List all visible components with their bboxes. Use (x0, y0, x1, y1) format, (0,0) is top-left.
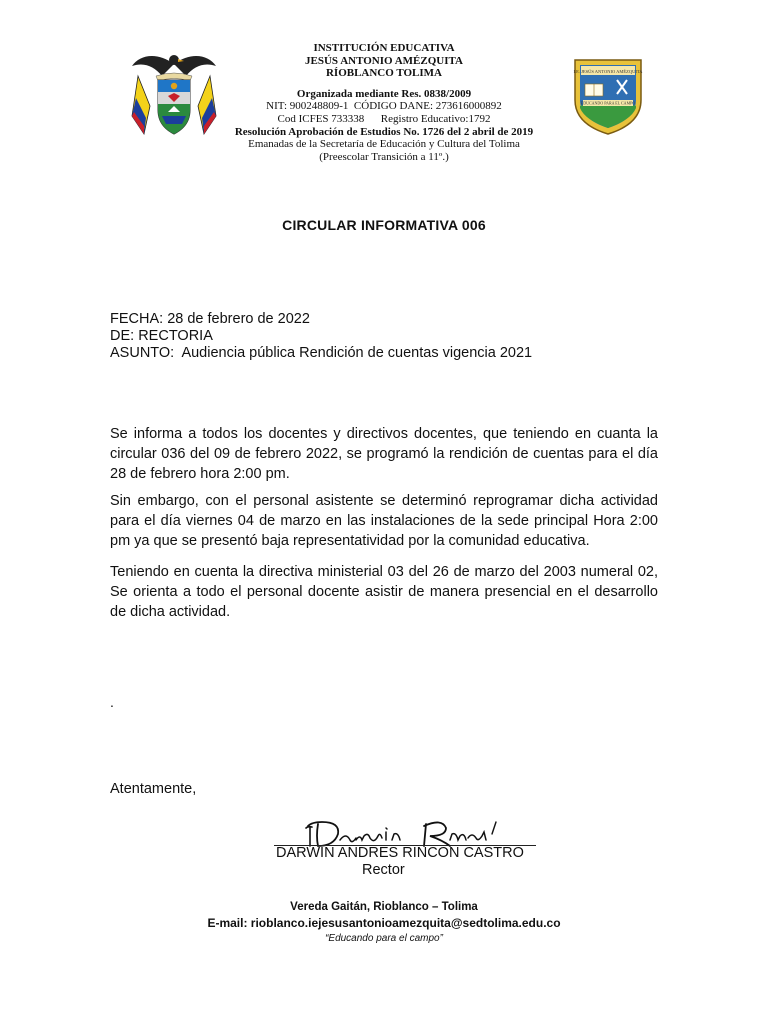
svg-text:I.E. JESÚS ANTONIO AMÉZQUITA: I.E. JESÚS ANTONIO AMÉZQUITA (573, 69, 643, 74)
body-paragraph: Se informa a todos los docentes y directivos docentes, que teniendo en cuanta la circular 036 del 09 de febrero 2022, se programó la rendición de cuentas para el día 28 de febrero hora 2:00 pm. (110, 426, 658, 482)
school-shield-icon (571, 56, 645, 136)
date-line: FECHA: 28 de febrero de 2022 (110, 311, 310, 327)
institution-location: RÍOBLANCO TOLIMA (325, 67, 443, 80)
svg-text:EDUCANDO PARA EL CAMPO: EDUCANDO PARA EL CAMPO (580, 100, 636, 106)
organization-resolution: Organizada mediante Res. 0838/2009 (296, 87, 472, 100)
from-line: DE: RECTORIA (110, 328, 213, 344)
institution-header (200, 42, 568, 163)
footer-email: E-mail: rioblanco.iejesusantonioamezquita@sedtolima.edu.co (207, 916, 561, 930)
closing-salutation: Atentamente, (110, 781, 197, 797)
page-footer (0, 899, 768, 946)
icfes-registry: Cod ICFES 733338 Registro Educativo:1792 (277, 112, 491, 125)
handwritten-signature (300, 810, 520, 850)
institution-name-line2: JESÚS ANTONIO AMÉZQUITA (305, 54, 463, 67)
circular-title: CIRCULAR INFORMATIVA 006 (282, 217, 486, 233)
body-paragraph: Teniendo en cuenta la directiva ministerial 03 del 26 de marzo del 2003 numeral 02, Se orienta a todo el personal docente asistir de manera presencial en el desarrollo de dicha actividad. (110, 564, 658, 620)
circular-meta (110, 311, 532, 362)
institution-name: INSTITUCIÓN EDUCATIVA (313, 42, 455, 54)
subject-line: ASUNTO: Audiencia pública Rendición de cuentas vigencia 2021 (110, 345, 533, 361)
signer-role: Rector (362, 862, 405, 878)
footer-motto: “Educando para el campo” (325, 933, 443, 944)
issuing-secretariat: Emanadas de la Secretaría de Educación y Cultura del Tolima (248, 138, 520, 151)
approval-resolution: Resolución Aprobación de Estudios No. 1726 del 2 abril de 2019 (234, 125, 534, 138)
stray-period: . (110, 694, 114, 710)
body-paragraph: Sin embargo, con el personal asistente se determinó reprogramar dicha actividad para el día viernes 04 de marzo en las instalaciones de la sede principal Hora 2:00 pm ya que se presentó baja representatividad por la comunidad educativa. (110, 493, 658, 549)
footer-address: Vereda Gaitán, Rioblanco – Tolima (290, 901, 478, 913)
nit-dane-codes: NIT: 900248809-1 CÓDIGO DANE: 273616000892 (266, 100, 502, 113)
signer-name: DARWIN ANDRES RINCON CASTRO (276, 845, 524, 861)
education-levels: (Preescolar Transición a 11º.) (319, 150, 449, 163)
